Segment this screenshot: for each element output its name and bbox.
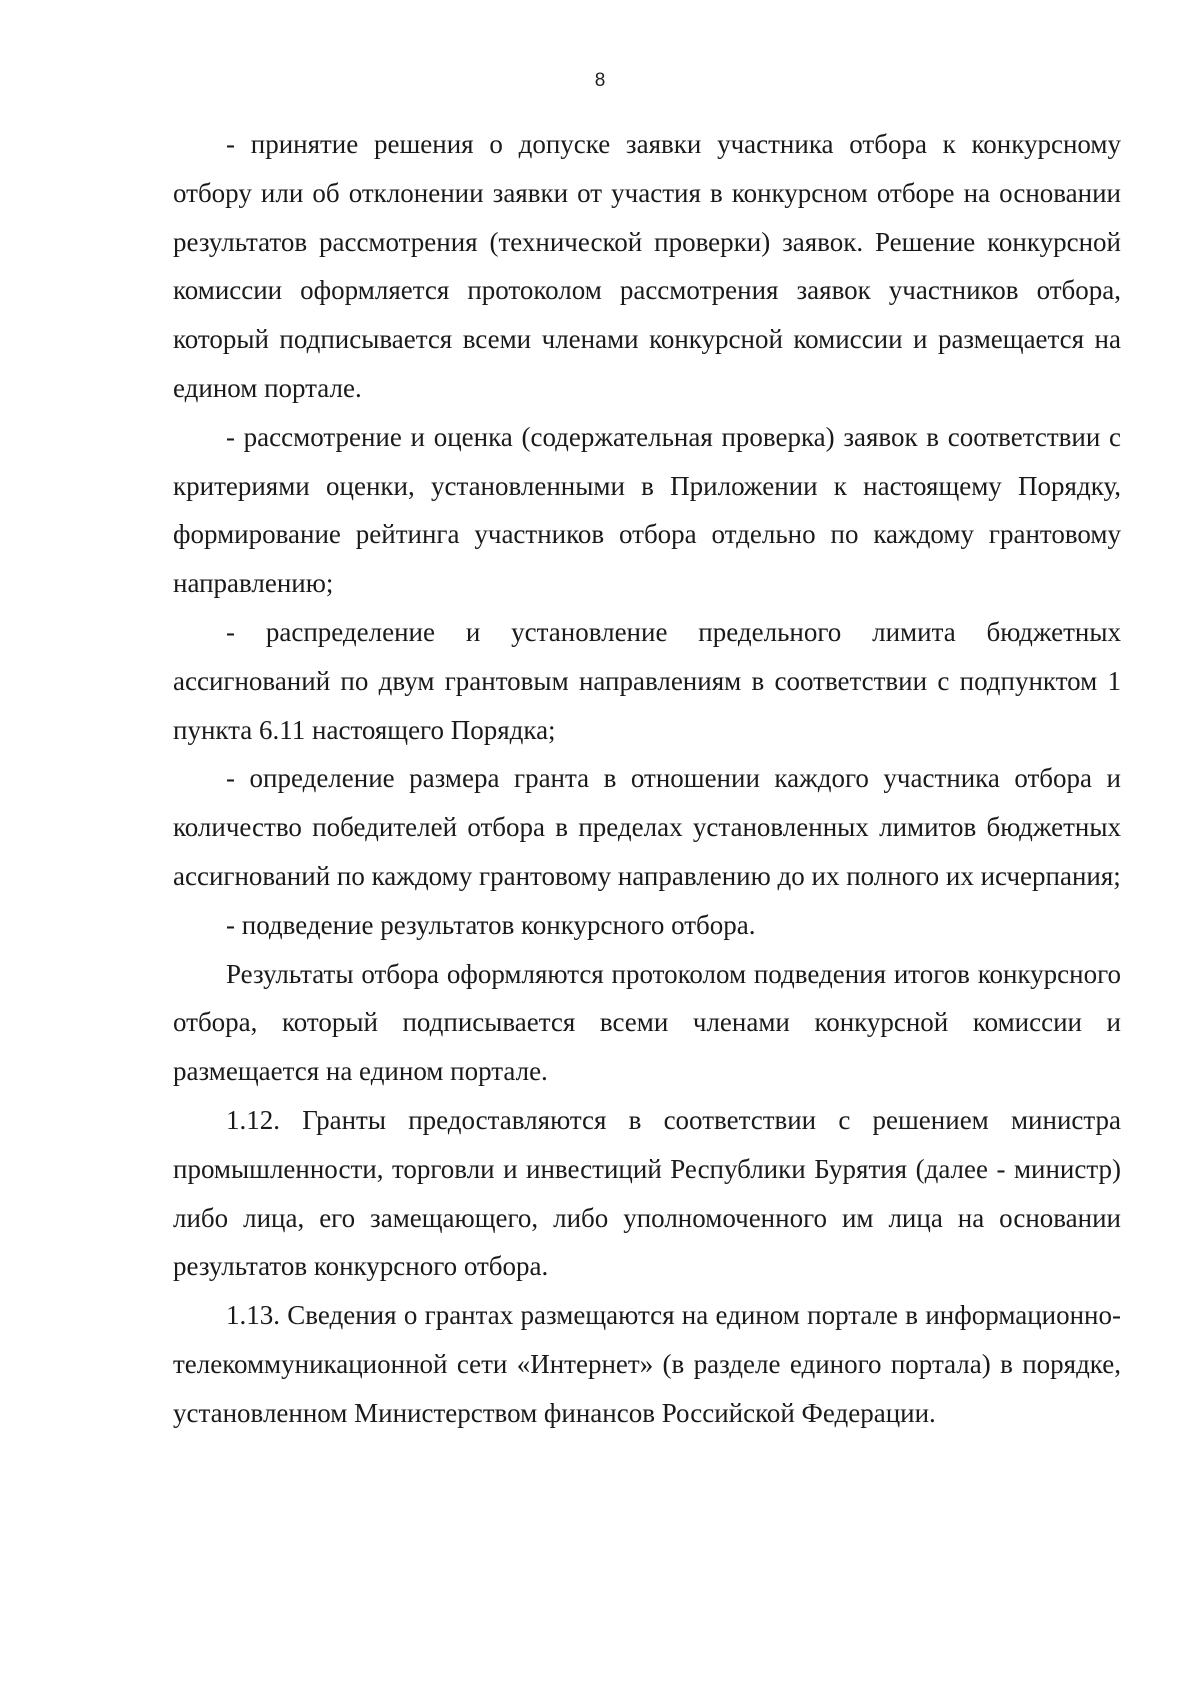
paragraph-section-1-12: 1.12. Гранты предоставляются в соответствии с решением министра промышленности, торговли и инвестиций Республики Бурятия (далее - министр) либо лица, его замещающего, либо уполномоченного им лица на основании результатов конкурсного отбора. bbox=[173, 1104, 1121, 1282]
paragraph-section-1-13: 1.13. Сведения о грантах размещаются на едином портале в информационно-телекоммуникационной сети «Интернет» (в разделе единого портала) в порядке, установленном Министерством финансов Российской Федерации. bbox=[173, 1300, 1121, 1428]
paragraph-review-evaluation: - рассмотрение и оценка (содержательная проверка) заявок в соответствии с критериями оценки, установленными в Приложении к настоящему Порядку, формирование рейтинга участников отбора отдельно по каждому грантовому направлению; bbox=[173, 421, 1121, 599]
document-body bbox=[173, 120, 1121, 1438]
paragraph-summary-results: - подведение результатов конкурсного отбора. bbox=[226, 909, 756, 940]
paragraph-budget-distribution: - распределение и установление предельного лимита бюджетных ассигнований по двум грантовым направлениям в соответствии с подпунктом 1 пункта 6.11 настоящего Порядка; bbox=[173, 616, 1121, 745]
paragraph-grant-size: - определение размера гранта в отношении каждого участника отбора и количество победителей отбора в пределах установленных лимитов бюджетных ассигнований по каждому грантовому направлению до их полного их исчерпания; bbox=[173, 763, 1121, 891]
paragraph-results-protocol: Результаты отбора оформляются протоколом подведения итогов конкурсного отбора, который подписывается всеми членами конкурсной комиссии и размещается на едином портале. bbox=[173, 958, 1121, 1087]
paragraph-admission-decision: - принятие решения о допуске заявки участника отбора к конкурсному отбору или об отклонении заявки от участия в конкурсном отборе на основании результатов рассмотрения (технической проверки) заявок. Решение конкурсной комиссии оформляется протоколом рассмотрения заявок участников отбора, который подписывается всеми членами конкурсной комиссии и размещается на едином портале. bbox=[173, 129, 1121, 403]
page-number: 8 bbox=[594, 70, 606, 91]
